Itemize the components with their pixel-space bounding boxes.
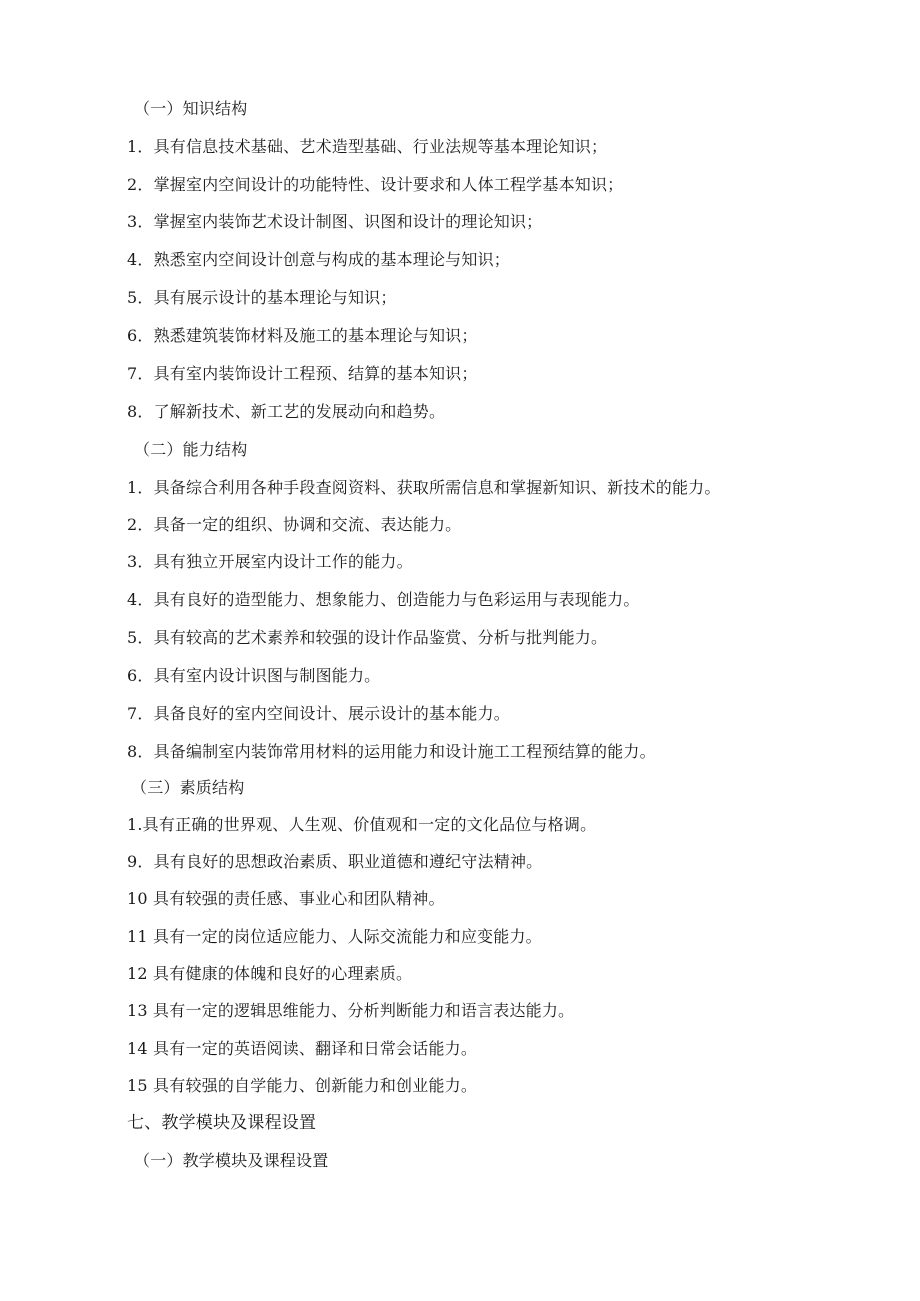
list-item: 6．熟悉建筑装饰材料及施工的基本理论与知识； bbox=[127, 326, 478, 345]
list-item: 14 具有一定的英语阅读、翻译和日常会话能力。 bbox=[127, 1039, 478, 1058]
list-item: 10 具有较强的责任感、事业心和团队精神。 bbox=[127, 889, 445, 908]
list-item: 15 具有较强的自学能力、创新能力和创业能力。 bbox=[127, 1076, 478, 1095]
list-item: 1．具有信息技术基础、艺术造型基础、行业法规等基本理论知识； bbox=[127, 137, 608, 156]
list-item: 3．具有独立开展室内设计工作的能力。 bbox=[127, 552, 413, 571]
section-heading-knowledge: （一）知识结构 bbox=[134, 99, 248, 118]
chapter-subheading: （一）教学模块及课程设置 bbox=[134, 1151, 329, 1170]
list-item: 8．了解新技术、新工艺的发展动向和趋势。 bbox=[127, 402, 446, 421]
list-item: 7．具有室内装饰设计工程预、结算的基本知识； bbox=[127, 364, 478, 383]
list-item: 9．具有良好的思想政治素质、职业道德和遵纪守法精神。 bbox=[127, 852, 543, 871]
list-item: 3．掌握室内装饰艺术设计制图、识图和设计的理论知识； bbox=[127, 212, 543, 231]
list-item: 7．具备良好的室内空间设计、展示设计的基本能力。 bbox=[127, 704, 510, 723]
list-item: 5．具有展示设计的基本理论与知识； bbox=[127, 288, 397, 307]
list-item: 12 具有健康的体魄和良好的心理素质。 bbox=[127, 964, 413, 983]
list-item: 2．具备一定的组织、协调和交流、表达能力。 bbox=[127, 515, 462, 534]
list-item: 13 具有一定的逻辑思维能力、分析判断能力和语言表达能力。 bbox=[127, 1001, 575, 1020]
list-item: 1.具有正确的世界观、人生观、价值观和一定的文化品位与格调。 bbox=[127, 815, 597, 834]
list-item: 4．熟悉室内空间设计创意与构成的基本理论与知识； bbox=[127, 250, 510, 269]
chapter-title: 七、教学模块及课程设置 bbox=[127, 1113, 317, 1133]
list-item: 11 具有一定的岗位适应能力、人际交流能力和应变能力。 bbox=[127, 927, 542, 946]
list-item: 5．具有较高的艺术素养和较强的设计作品鉴赏、分析与批判能力。 bbox=[127, 628, 608, 647]
section-heading-quality: （三）素质结构 bbox=[131, 778, 245, 797]
list-item: 8．具备编制室内装饰常用材料的运用能力和设计施工工程预结算的能力。 bbox=[127, 742, 656, 761]
list-item: 1．具备综合利用各种手段查阅资料、获取所需信息和掌握新知识、新技术的能力。 bbox=[127, 478, 721, 497]
list-item: 4．具有良好的造型能力、想象能力、创造能力与色彩运用与表现能力。 bbox=[127, 590, 640, 609]
list-item: 2．掌握室内空间设计的功能特性、设计要求和人体工程学基本知识； bbox=[127, 175, 624, 194]
list-item: 6．具有室内设计识图与制图能力。 bbox=[127, 666, 381, 685]
section-heading-ability: （二）能力结构 bbox=[134, 440, 248, 459]
